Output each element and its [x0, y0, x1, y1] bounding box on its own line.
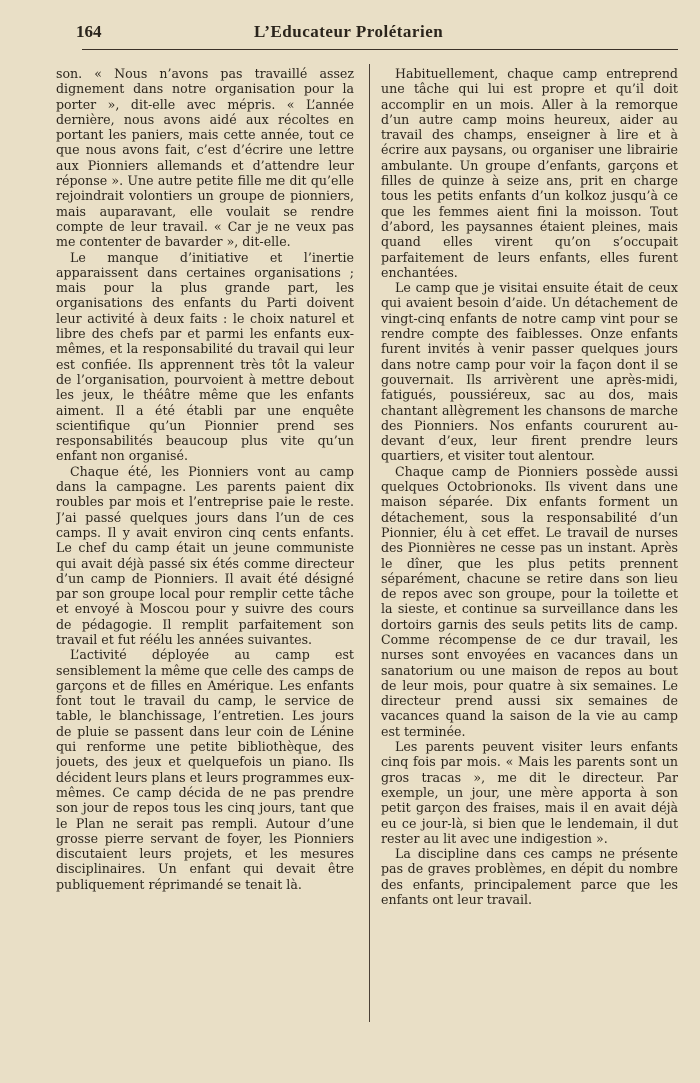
column-divider	[369, 64, 370, 1022]
header-rule	[82, 49, 678, 50]
paragraph: son. « Nous n’avons pas travaillé assez dignement dans notre organisation pour la porter », dit-elle avec mépris. « L’année dernière, nous avons aidé aux récoltes en portant les paniers, mais cette année, tout ce que nous avons fait, c’est d’écrire une lettre aux Pionniers allemands et d’attendre leur réponse ». Une autre petite fille me dit qu’elle rejoindrait volontiers un groupe de pionniers, mais auparavant, elle voulait se rendre compte de leur travail. « Car je ne veux pas me contenter de bavarder », dit-elle.	[56, 66, 354, 250]
left-column	[56, 66, 354, 1026]
paragraph: Le camp que je visitai ensuite était de ceux qui avaient besoin d’aide. Un détachement de vingt-cinq enfants de notre camp vint pour se rendre compte des faiblesses. Onze enfants furent invités à venir passer quelques jours dans notre camp pour voir la façon dont il se gouvernait. Ils arrivèrent une après-midi, fatigués, poussiéreux, sac au dos, mais chantant allègrement les chansons de marche des Pionniers. Nos enfants coururent au-devant d’eux, leur firent prendre leurs quartiers, et visiter tout alentour.	[381, 280, 678, 464]
paragraph: La discipline dans ces camps ne présente pas de graves problèmes, en dépit du nombre des enfants, principalement parce que les enfants ont leur travail.	[381, 846, 678, 908]
paragraph: Le manque d’initiative et l’inertie apparaissent dans certaines organisations ; mais pour la plus grande part, les organisations des enfants du Parti doivent leur activité à deux faits : le choix naturel et libre des chefs par et parmi les enfants eux-mêmes, et la responsabilité du travail qui leur est confiée. Ils apprennent très tôt la valeur de l’organisation, pourvoient à mettre debout les jeux, le théâtre même que les enfants aiment. Il a été établi par une enquête scientifique qu’un Pionnier prend ses responsabilités beaucoup plus vite qu’un enfant non organisé.	[56, 249, 354, 464]
running-title: L’Educateur Prolétarien	[254, 22, 444, 41]
paragraph: Chaque été, les Pionniers vont au camp dans la campagne. Les parents paient dix roubles par mois et l’entreprise paie le reste. J’ai passé quelques jours dans l’un de ces camps. Il y avait environ cinq cents enfants. Le chef du camp était un jeune communiste qui avait déjà passé six étés comme directeur d’un camp de Pionniers. Il avait été désigné par son groupe local pour remplir cette tâche et envoyé à Moscou pour y suivre des cours de pédagogie. Il remplit parfaitement son travail et fut réélu les années suivantes.	[56, 463, 354, 647]
paragraph: L’activité déployée au camp est sensiblement la même que celle des camps de garçons et de filles en Amérique. Les enfants font tout le travail du camp, le service de table, le blanchissage, l’entretien. Les jours de pluie se passent dans leur coin de Lénine qui renforme une petite bibliothèque, des jouets, des jeux et quelquefois un piano. Ils décident leurs plans et leurs programmes eux-mêmes. Ce camp décida de ne pas prendre son jour de repos tous les cinq jours, tant que le Plan ne serait pas rempli. Autour d’une grosse pierre servant de foyer, les Pionniers discutaient leurs projets, et les mesures disciplinaires. Un enfant qui devait être publiquement réprimandé se tenait là.	[56, 647, 354, 892]
paragraph: Chaque camp de Pionniers possède aussi quelques Octobrionoks. Ils vivent dans une maison séparée. Dix enfants forment un détachement, sous la responsabilité d’un Pionnier, élu à cet effet. Le travail de nurses des Pionnières ne cesse pas un instant. Après le dîner, que les plus petits prennent séparément, chacune se retire dans son lieu de repos avec son groupe, pour la toilette et la sieste, et continue sa surveillance dans les dortoirs garnis des seuls petits lits de camp. Comme récompense de ce dur travail, les nurses sont envoyées en vacances dans un sanatorium ou une maison de repos au bout de leur mois, pour quatre à six semaines. Le directeur prend aussi six semaines de vacances quand la saison de la vie au camp est terminée.	[381, 463, 678, 739]
page-header	[76, 18, 678, 48]
paragraph: Les parents peuvent visiter leurs enfants cinq fois par mois. « Mais les parents sont un gros tracas », me dit le directeur. Par exemple, un jour, une mère apporta à son petit garçon des fraises, mais il en avait déjà eu ce jour-là, si bien que le lendemain, il dut rester au lit avec une indigestion ».	[381, 739, 678, 846]
page-number: 164	[76, 22, 102, 41]
right-column	[381, 66, 678, 1026]
paragraph: Habituellement, chaque camp entreprend une tâche qui lui est propre et qu’il doit accomplir en un mois. Aller à la remorque d’un autre camp moins heureux, aider au travail des champs, enseigner à lire et à écrire aux paysans, ou organiser une librairie ambulante. Un groupe d’enfants, garçons et filles de quinze à seize ans, prit en charge tous les petits enfants d’un kolkoz jusqu’à ce que les femmes aient fini la moisson. Tout d’abord, les paysannes étaient pleines, mais quand elles virent qu’on s’occupait parfaitement de leurs enfants, elles furent enchantées.	[381, 66, 678, 280]
